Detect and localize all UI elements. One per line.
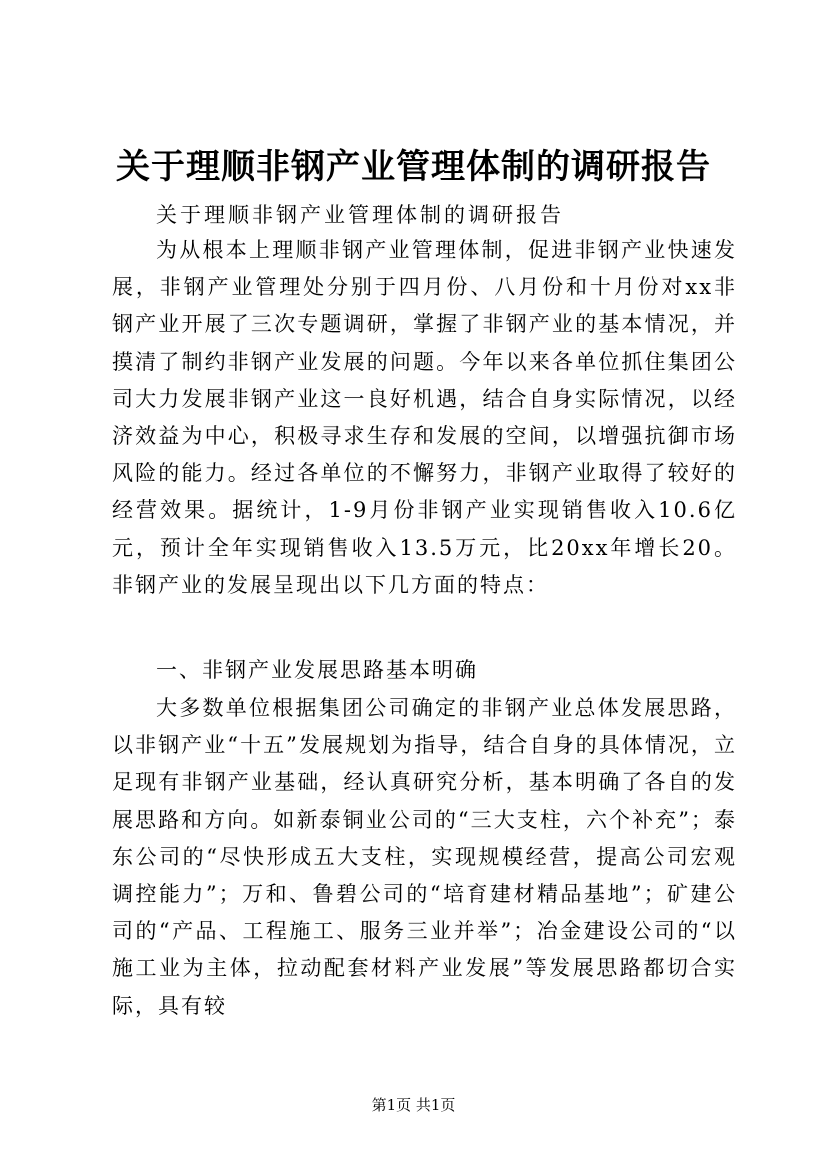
- body-paragraph-2: 大多数单位根据集团公司确定的非钢产业总体发展思路，以非钢产业“十五”发展规划为指导，结合自身的具体情况，立足现有非钢产业基础，经认真研究分析，基本明确了各自的发展思路和方向。如新泰铜业公司的“三大支柱，六个补充”；泰东公司的“尽快形成五大支柱，实现规模经营，提高公司宏观调控能力”；万和、鲁碧公司的“培育建材精品基地”；矿建公司的“产品、工程施工、服务三业并举”；冶金建设公司的“以施工业为主体，拉动配套材料产业发展”等发展思路都切合实际，具有较: [112, 696, 737, 1018]
- document-title: 关于理顺非钢产业管理体制的调研报告: [116, 147, 711, 187]
- page-footer: 第1页 共1页: [371, 1096, 456, 1114]
- section-heading-1: 一、非钢产业发展思路基本明确: [156, 658, 478, 682]
- body-paragraph-1: 为从根本上理顺非钢产业管理体制，促进非钢产业快速发展，非钢产业管理处分别于四月份、八月份和十月份对xx非钢产业开展了三次专题调研，掌握了非钢产业的基本情况，并摸清了制约非钢产业发展的问题。今年以来各单位抓住集团公司大力发展非钢产业这一良好机遇，结合自身实际情况，以经济效益为中心，积极寻求生存和发展的空间，以增强抗御市场风险的能力。经过各单位的不懈努力，非钢产业取得了较好的经营效果。据统计，1-9月份非钢产业实现销售收入10.6亿元，预计全年实现销售收入13.5万元，比20xx年增长20。非钢产业的发展呈现出以下几方面的特点：: [112, 238, 737, 597]
- document-subtitle: 关于理顺非钢产业管理体制的调研报告: [156, 203, 564, 227]
